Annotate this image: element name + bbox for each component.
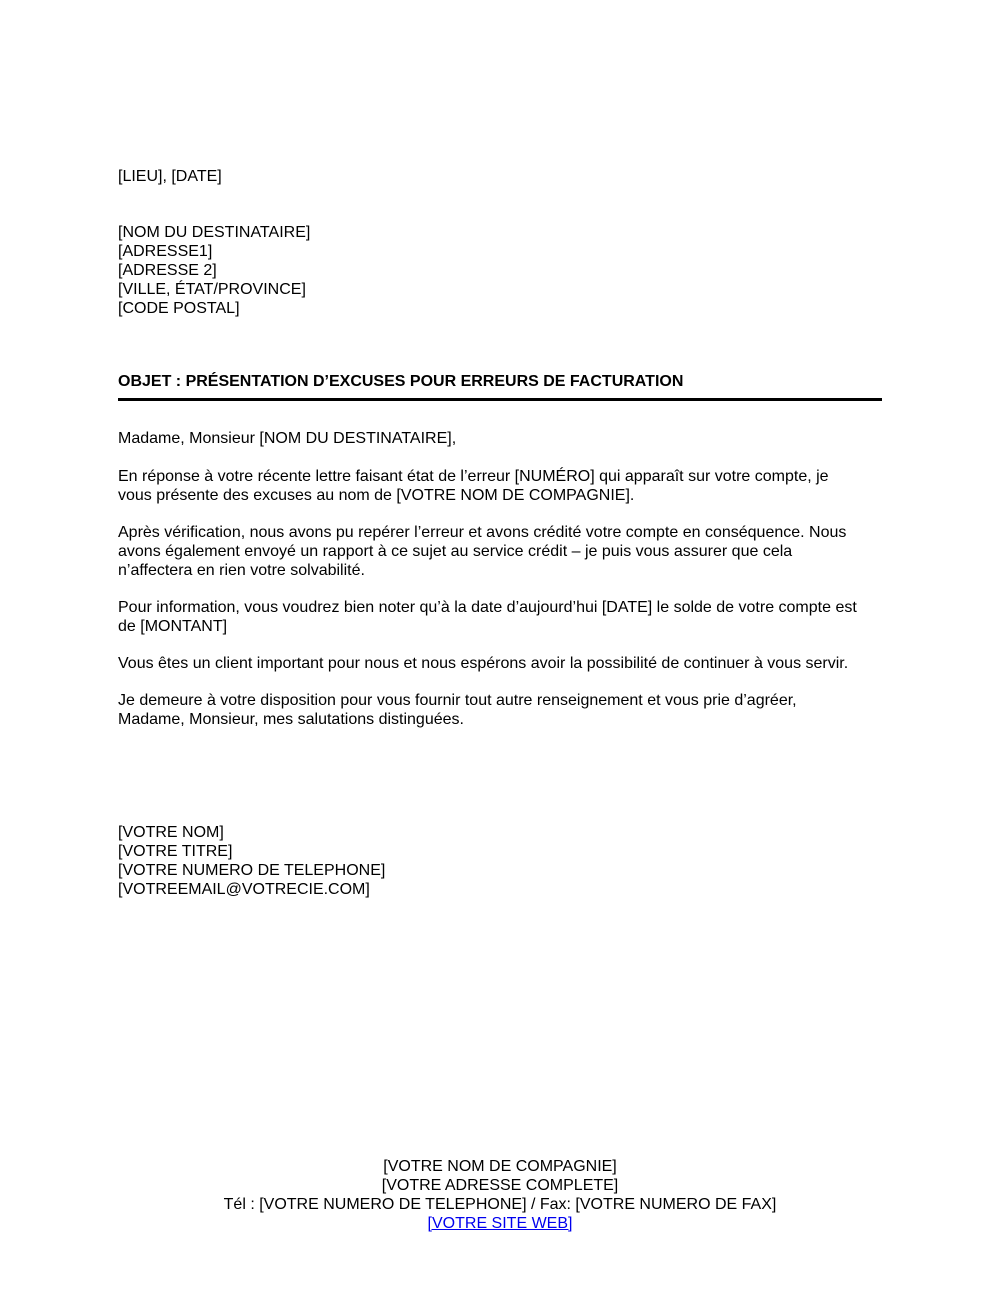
signature-email: [VOTREEMAIL@VOTRECIE.COM] [118,881,370,898]
body-p1-line1: En réponse à votre récente lettre faisant état de l’erreur [NUMÉRO] qui apparaît sur votre compte, je [118,468,829,485]
recipient-address1: [ADRESSE1] [118,243,213,260]
body-paragraph-5 [118,691,888,729]
recipient-address2: [ADRESSE 2] [118,262,217,279]
signature-block [118,823,888,899]
footer-company: [VOTRE NOM DE COMPAGNIE] [383,1158,617,1175]
signature-title: [VOTRE TITRE] [118,843,233,860]
recipient-address-block [118,223,888,318]
recipient-name: [NOM DU DESTINATAIRE] [118,224,311,241]
body-p3-line1: Pour information, vous voudrez bien noter qu’à la date d’aujourd’hui [DATE] le solde de votre compte est [118,599,857,616]
body-paragraph-2 [118,523,888,580]
subject-line: OBJET : PRÉSENTATION D’EXCUSES POUR ERREURS DE FACTURATION [118,372,882,401]
signature-name: [VOTRE NOM] [118,824,224,841]
place-date: [LIEU], [DATE] [118,168,222,185]
body-p4-line1: Vous êtes un client important pour nous et nous espérons avoir la possibilité de continuer à vous servir. [118,655,849,672]
place-date-block [118,167,888,186]
letter-footer [0,1157,1000,1233]
body-paragraph-1 [118,467,888,505]
body-paragraph-4 [118,654,888,673]
body-paragraph-3 [118,598,888,636]
salutation: Madame, Monsieur [NOM DU DESTINATAIRE], [118,430,457,447]
footer-address: [VOTRE ADRESSE COMPLETE] [381,1177,619,1194]
body-p2-line3: n’affectera en rien votre solvabilité. [118,562,365,579]
recipient-postal-code: [CODE POSTAL] [118,300,240,317]
recipient-city-state: [VILLE, ÉTAT/PROVINCE] [118,281,306,298]
salutation-block [118,429,888,448]
body-p3-line2: de [MONTANT] [118,618,228,635]
body-p1-line2: vous présente des excuses au nom de [VOTRE NOM DE COMPAGNIE]. [118,487,635,504]
footer-contact: Tél : [VOTRE NUMERO DE TELEPHONE] / Fax: [VOTRE NUMERO DE FAX] [223,1196,777,1213]
body-p5-line2: Madame, Monsieur, mes salutations distinguées. [118,711,464,728]
body-p5-line1: Je demeure à votre disposition pour vous fournir tout autre renseignement et vous prie d’agréer, [118,692,797,709]
body-p2-line1: Après vérification, nous avons pu repérer l’erreur et avons crédité votre compte en conséquence. Nous [118,524,847,541]
footer-website-link[interactable]: [VOTRE SITE WEB] [427,1215,573,1232]
body-p2-line2: avons également envoyé un rapport à ce sujet au service crédit – je puis vous assurer que cela [118,543,793,560]
signature-phone: [VOTRE NUMERO DE TELEPHONE] [118,862,386,879]
